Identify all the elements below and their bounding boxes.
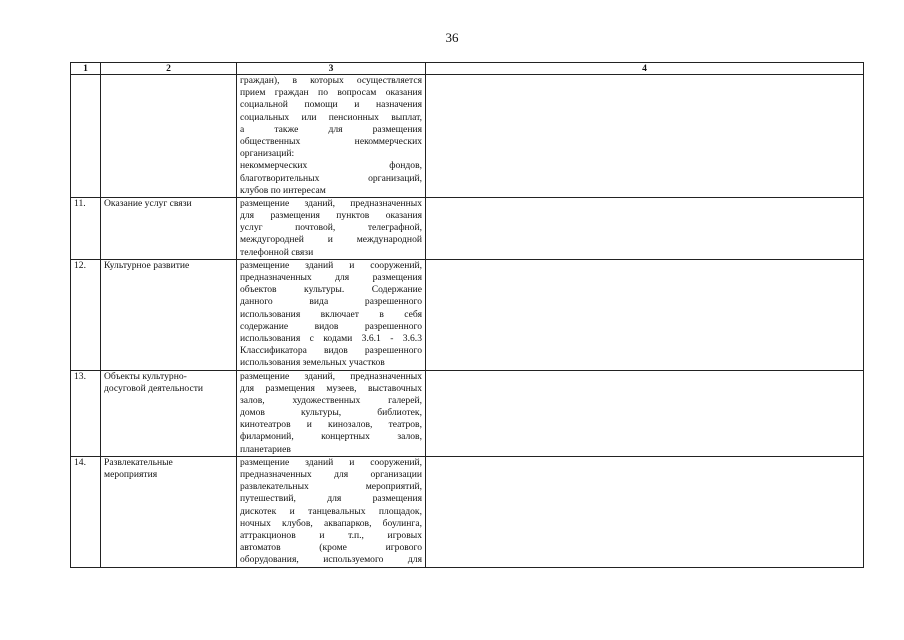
use-type-name-line: Культурное развитие	[104, 259, 190, 271]
use-type-name-line: Оказание услуг связи	[104, 197, 192, 209]
use-type-name-line: досуговой деятельности	[104, 382, 204, 394]
column-4-cell	[426, 456, 864, 567]
row-number: 14.	[71, 456, 101, 567]
description-line: общественных некоммерческих	[240, 135, 422, 147]
description-line: граждан), в которых осуществляется	[240, 75, 422, 86]
description-line: филармоний, концертных залов,	[240, 431, 422, 443]
table-row	[71, 75, 864, 198]
column-4-cell	[426, 370, 864, 456]
description-line: путешествий, для размещения	[240, 493, 422, 505]
description-line: автоматов (кроме игрового	[240, 542, 422, 554]
column-4-cell	[426, 259, 864, 370]
description-line: для размещения музеев, выставочных	[240, 382, 422, 394]
description-line: предназначенных для размещения	[240, 272, 422, 283]
description-line: объектов культуры. Содержание	[240, 284, 422, 296]
description-line: аттракционов и т.п., игровых	[240, 529, 422, 541]
description-line: планетариев	[240, 443, 291, 455]
description-line: некоммерческих фондов,	[240, 160, 422, 172]
description-line: прием граждан по вопросам оказания	[240, 87, 422, 99]
use-type-name	[101, 197, 237, 259]
use-type-description	[237, 259, 426, 370]
description-line: предназначенных для организации	[240, 469, 422, 480]
description-line: размещение зданий, предназначенных	[240, 197, 422, 209]
row-number: 12.	[71, 259, 101, 370]
column-header-4: 4	[426, 63, 864, 75]
description-line: развлекательных мероприятий,	[240, 481, 422, 493]
description-line: а также для размещения	[240, 123, 422, 135]
use-type-name-line: мероприятия	[104, 469, 158, 481]
description-line: благотворительных организаций,	[240, 172, 422, 184]
use-type-description	[237, 370, 426, 456]
description-line: размещение зданий и сооружений,	[240, 456, 422, 468]
description-line: оборудования, используемого для	[240, 554, 422, 566]
column-4-cell	[426, 75, 864, 198]
table-header-row	[71, 63, 864, 75]
use-type-name	[101, 75, 237, 198]
description-line: телефонной связи	[240, 246, 314, 258]
table-row	[71, 456, 864, 567]
table-row	[71, 259, 864, 370]
description-line: размещение зданий и сооружений,	[240, 259, 422, 271]
use-type-name	[101, 370, 237, 456]
row-number: 11.	[71, 197, 101, 259]
table-row	[71, 370, 864, 456]
description-line: залов, художественных галерей,	[240, 394, 422, 406]
description-line: для размещения пунктов оказания	[240, 210, 422, 222]
use-type-description	[237, 197, 426, 259]
column-header-2: 2	[101, 63, 237, 75]
description-line: междугородней и международной	[240, 234, 422, 246]
land-use-table	[70, 62, 864, 568]
description-line: Классификатора видов разрешенного	[240, 345, 422, 357]
use-type-description	[237, 75, 426, 198]
use-type-name-line: Развлекательные	[104, 456, 173, 468]
description-line: социальных или пенсионных выплат,	[240, 111, 422, 123]
use-type-name-line: Объекты культурно-	[104, 370, 187, 382]
column-header-3: 3	[237, 63, 426, 75]
description-line: социальной помощи и назначения	[240, 99, 422, 111]
description-line: организаций:	[240, 148, 295, 160]
use-type-description	[237, 456, 426, 567]
description-line: использования земельных участков	[240, 357, 385, 369]
use-type-name	[101, 456, 237, 567]
description-line: использования с кодами 3.6.1 - 3.6.3	[240, 332, 422, 344]
page-number: 36	[445, 30, 459, 45]
description-line: услуг почтовой, телеграфной,	[240, 222, 422, 234]
description-line: данного вида разрешенного	[240, 296, 422, 308]
table-body	[71, 75, 864, 568]
description-line: содержание видов разрешенного	[240, 320, 422, 332]
description-line: домов культуры, библиотек,	[240, 407, 422, 419]
description-line: кинотеатров и кинозалов, театров,	[240, 419, 422, 431]
description-line: клубов по интересам	[240, 184, 326, 196]
row-number	[71, 75, 101, 198]
description-line: использования включает в себя	[240, 308, 422, 320]
description-line: дискотек и танцевальных площадок,	[240, 505, 422, 517]
column-header-1: 1	[71, 63, 101, 75]
column-4-cell	[426, 197, 864, 259]
use-type-name	[101, 259, 237, 370]
table-row	[71, 197, 864, 259]
row-number: 13.	[71, 370, 101, 456]
description-line: размещение зданий, предназначенных	[240, 370, 422, 382]
description-line: ночных клубов, аквапарков, боулинга,	[240, 517, 422, 529]
